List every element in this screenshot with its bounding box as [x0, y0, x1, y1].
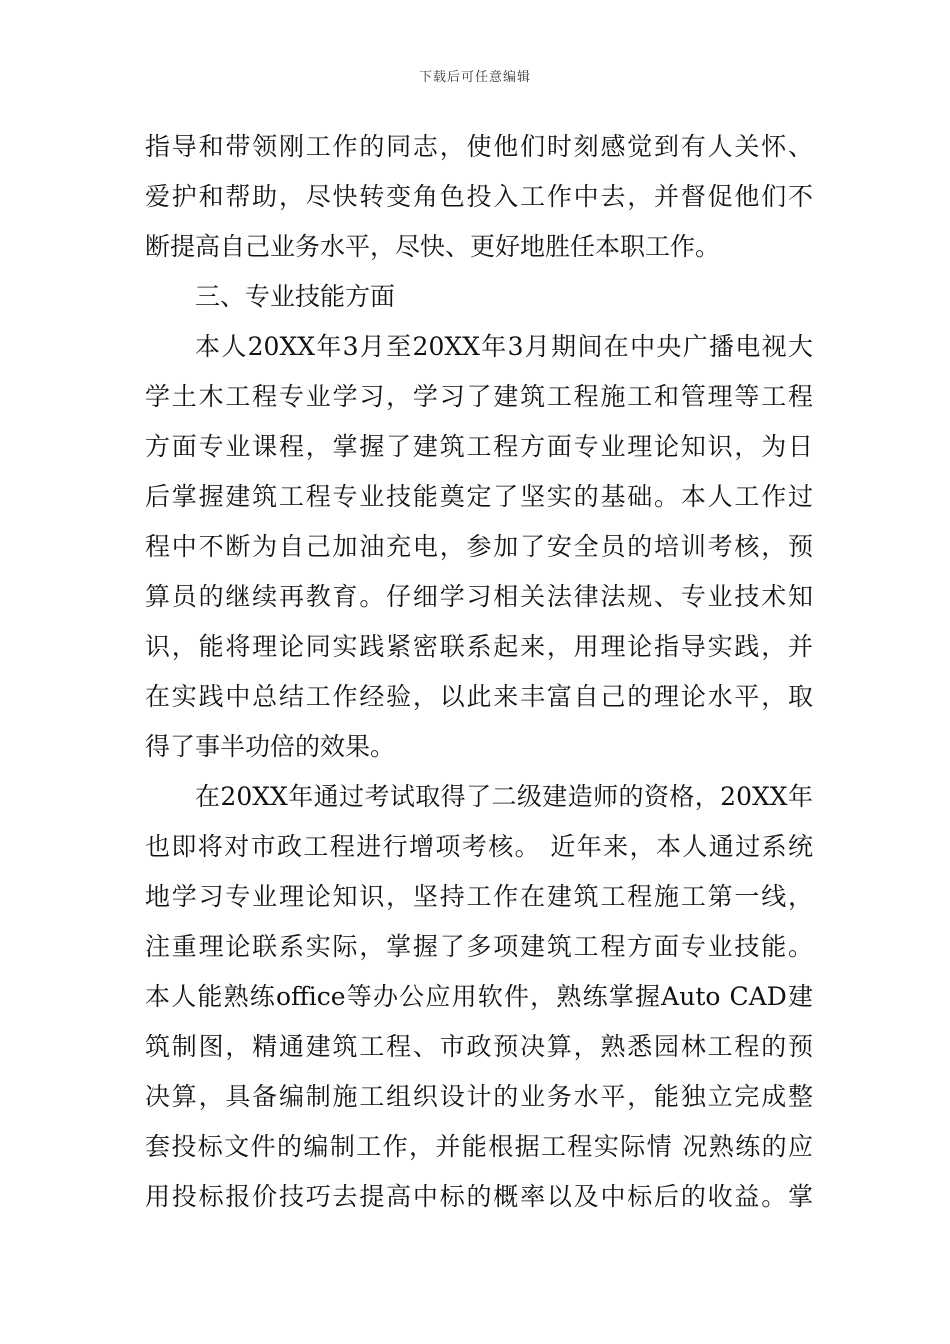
text-line: 在实践中总结工作经验，以此来丰富自己的理论水平，取: [145, 682, 813, 711]
text-line: 也即将对市政工程进行增项考核。 近年来，本人通过系统: [145, 832, 813, 861]
text-line: 本人能熟练office等办公应用软件，熟练掌握Auto CAD建: [145, 982, 813, 1011]
text-line: 方面专业课程，掌握了建筑工程方面专业理论知识，为日: [145, 432, 813, 461]
text-line: 程中不断为自己加油充电，参加了安全员的培训考核，预: [145, 532, 813, 561]
text-line: 识，能将理论同实践紧密联系起来，用理论指导实践，并: [145, 632, 813, 661]
text-line: 学土木工程专业学习，学习了建筑工程施工和管理等工程: [145, 382, 813, 411]
text-line: 套投标文件的编制工作，并能根据工程实际情 况熟练的应: [145, 1132, 813, 1161]
text-line: 在20XX年通过考试取得了二级建造师的资格，20XX年: [195, 782, 813, 811]
text-line: 地学习专业理论知识，坚持工作在建筑工程施工第一线，: [145, 882, 813, 911]
text-line: 爱护和帮助，尽快转变角色投入工作中去，并督促他们不: [145, 182, 813, 211]
text-line: 算员的继续再教育。仔细学习相关法律法规、专业技术知: [145, 582, 813, 611]
text-line: 三、专业技能方面: [195, 282, 396, 311]
text-line: 用投标报价技巧去提高中标的概率以及中标后的收益。掌: [145, 1182, 813, 1211]
text-line: 得了事半功倍的效果。: [145, 732, 396, 761]
text-line: 本人20XX年3月至20XX年3月期间在中央广播电视大: [195, 332, 813, 361]
text-line: 后掌握建筑工程专业技能奠定了坚实的基础。本人工作过: [145, 482, 813, 511]
text-line: 决算，具备编制施工组织设计的业务水平，能独立完成整: [145, 1082, 813, 1111]
text-line: 指导和带领刚工作的同志，使他们时刻感觉到有人关怀、: [145, 132, 813, 161]
text-line: 筑制图，精通建筑工程、市政预决算，熟悉园林工程的预: [145, 1032, 813, 1061]
text-line: 注重理论联系实际，掌握了多项建筑工程方面专业技能。: [145, 932, 813, 961]
body-text: [145, 122, 813, 1222]
text-line: 断提高自己业务水平，尽快、更好地胜任本职工作。: [145, 232, 721, 261]
page-header: 下载后可任意编辑: [418, 70, 531, 85]
